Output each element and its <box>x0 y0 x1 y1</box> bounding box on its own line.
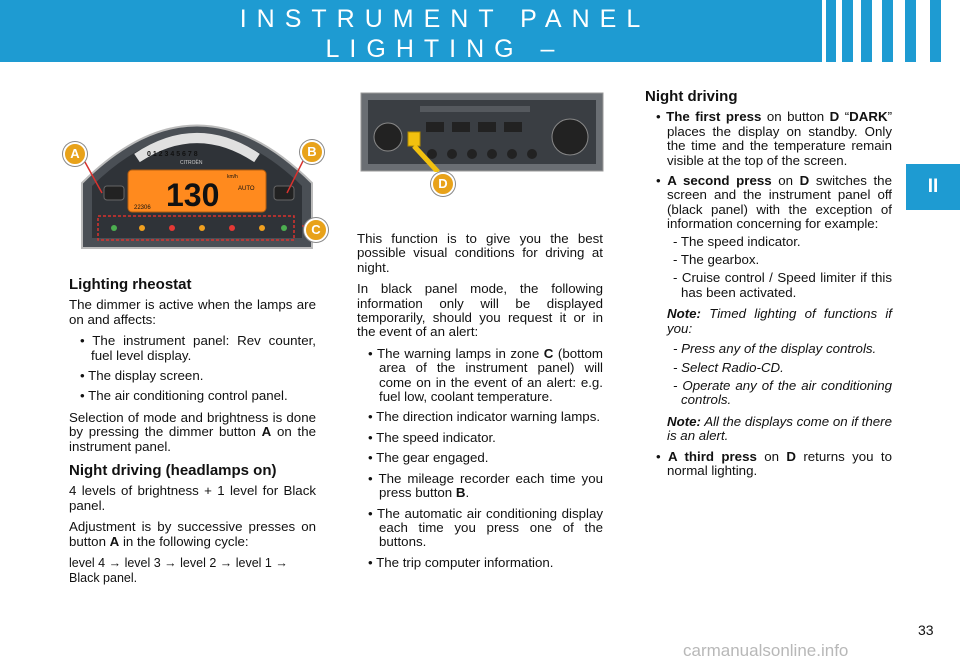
list-item: • The instrument panel: Rev counter, fuel level display. <box>80 333 316 363</box>
exception-list <box>667 235 892 301</box>
list-item: • The automatic air conditioning display each time you press one of the buttons. <box>368 505 603 550</box>
cycle-text: level 4 → level 3 → level 2 → level 1 → Black panel. <box>69 556 288 585</box>
paragraph: 4 levels of brightness + 1 level for Black panel. <box>69 483 316 513</box>
list-item: • The air conditioning control panel. <box>80 388 288 404</box>
list-item: - The gearbox. <box>673 252 760 268</box>
column-right <box>645 90 892 485</box>
svg-text:0 1 2 3 4 5 6 7 8: 0 1 2 3 4 5 6 7 8 <box>147 151 198 158</box>
heading-night-driving-headlamps: Night driving (headlamps on) <box>69 462 277 480</box>
note: Note: All the displays come on if there is an alert. <box>667 413 892 444</box>
list-item: • The mileage recorder each time you press button B. <box>368 470 603 501</box>
list-item: • The gear engaged. <box>368 450 489 466</box>
paragraph: Selection of mode and brightness is done by pressing the dimmer button A on the instrument panel. <box>69 409 316 454</box>
list-item: • The warning lamps in zone C (bottom area of the instrument panel) will come on in the event of an alert: e.g. fuel low, coolant temperature. <box>368 345 603 405</box>
callout-c: C <box>304 218 328 242</box>
column-left <box>69 278 316 592</box>
timed-lighting-list <box>667 342 892 408</box>
callout-d: D <box>431 172 455 196</box>
callout-a: A <box>63 142 87 166</box>
header-stripe <box>893 0 905 62</box>
header-banner <box>0 0 960 93</box>
header-stripe <box>872 0 882 62</box>
paragraph: Adjustment is by successive presses on button A in the following cycle: <box>69 519 316 549</box>
column-middle <box>357 232 603 577</box>
list-item: - The speed indicator. <box>673 233 801 249</box>
paragraph: This function is to give you the best possible visual conditions for driving at night. <box>357 231 603 275</box>
header-stripe <box>853 0 861 62</box>
svg-text:AUTO: AUTO <box>238 186 255 192</box>
black-panel-list <box>357 347 603 570</box>
list-item: • The direction indicator warning lamps. <box>368 409 601 425</box>
header-stripe <box>822 0 826 62</box>
heading-night-driving: Night driving <box>645 88 738 105</box>
list-item: • The display screen. <box>80 368 204 384</box>
dark-button-list <box>645 110 892 231</box>
list-item: • The speed indicator. <box>368 429 496 445</box>
page-title: INSTRUMENT PANEL LIGHTING – BLACK PANEL <box>239 5 651 93</box>
page-number: 33 <box>918 622 934 638</box>
paragraph: In black panel mode, the following information only will be displayed temporarily, should you request it or in the event of an alert: <box>357 281 603 340</box>
list-item: • The first press on button D “DARK” places the display on standby. Only the time and the temperature remain visible at the top of the screen. <box>656 109 893 168</box>
list-item: - Select Radio-CD. <box>673 359 784 375</box>
svg-text:km/h: km/h <box>227 174 238 180</box>
list-item: - Press any of the display controls. <box>673 341 877 357</box>
heading-lighting-rheostat: Lighting rheostat <box>69 276 192 293</box>
list-item: • The trip computer information. <box>368 554 554 570</box>
instrument-panel-figure <box>62 98 332 258</box>
list-item: - Operate any of the air conditioning controls. <box>673 377 892 408</box>
svg-text:CITROËN: CITROËN <box>180 160 203 166</box>
list-item: • A second press on D switches the screen and the instrument panel off (black panel) with the exception of information concerning for example: <box>656 173 892 232</box>
radio-cd-figure <box>360 92 604 172</box>
section-tab: II <box>906 164 960 210</box>
paragraph: The dimmer is active when the lamps are on and affects: <box>69 297 316 327</box>
header-stripe <box>941 0 960 62</box>
dimmer-list <box>69 334 316 404</box>
header-stripe <box>916 0 930 62</box>
list-item: - Cruise control / Speed limiter if this has been activated. <box>673 270 892 300</box>
list-item: • A third press on D returns you to normal lighting. <box>656 448 892 478</box>
svg-text:130: 130 <box>166 177 220 213</box>
callout-b: B <box>300 140 324 164</box>
third-press-list <box>645 450 892 479</box>
note: Note: Timed lighting of functions if you: <box>667 306 892 336</box>
svg-text:22306: 22306 <box>134 205 151 211</box>
header-stripe <box>836 0 842 62</box>
watermark: carmanualsonline.info <box>683 641 849 660</box>
